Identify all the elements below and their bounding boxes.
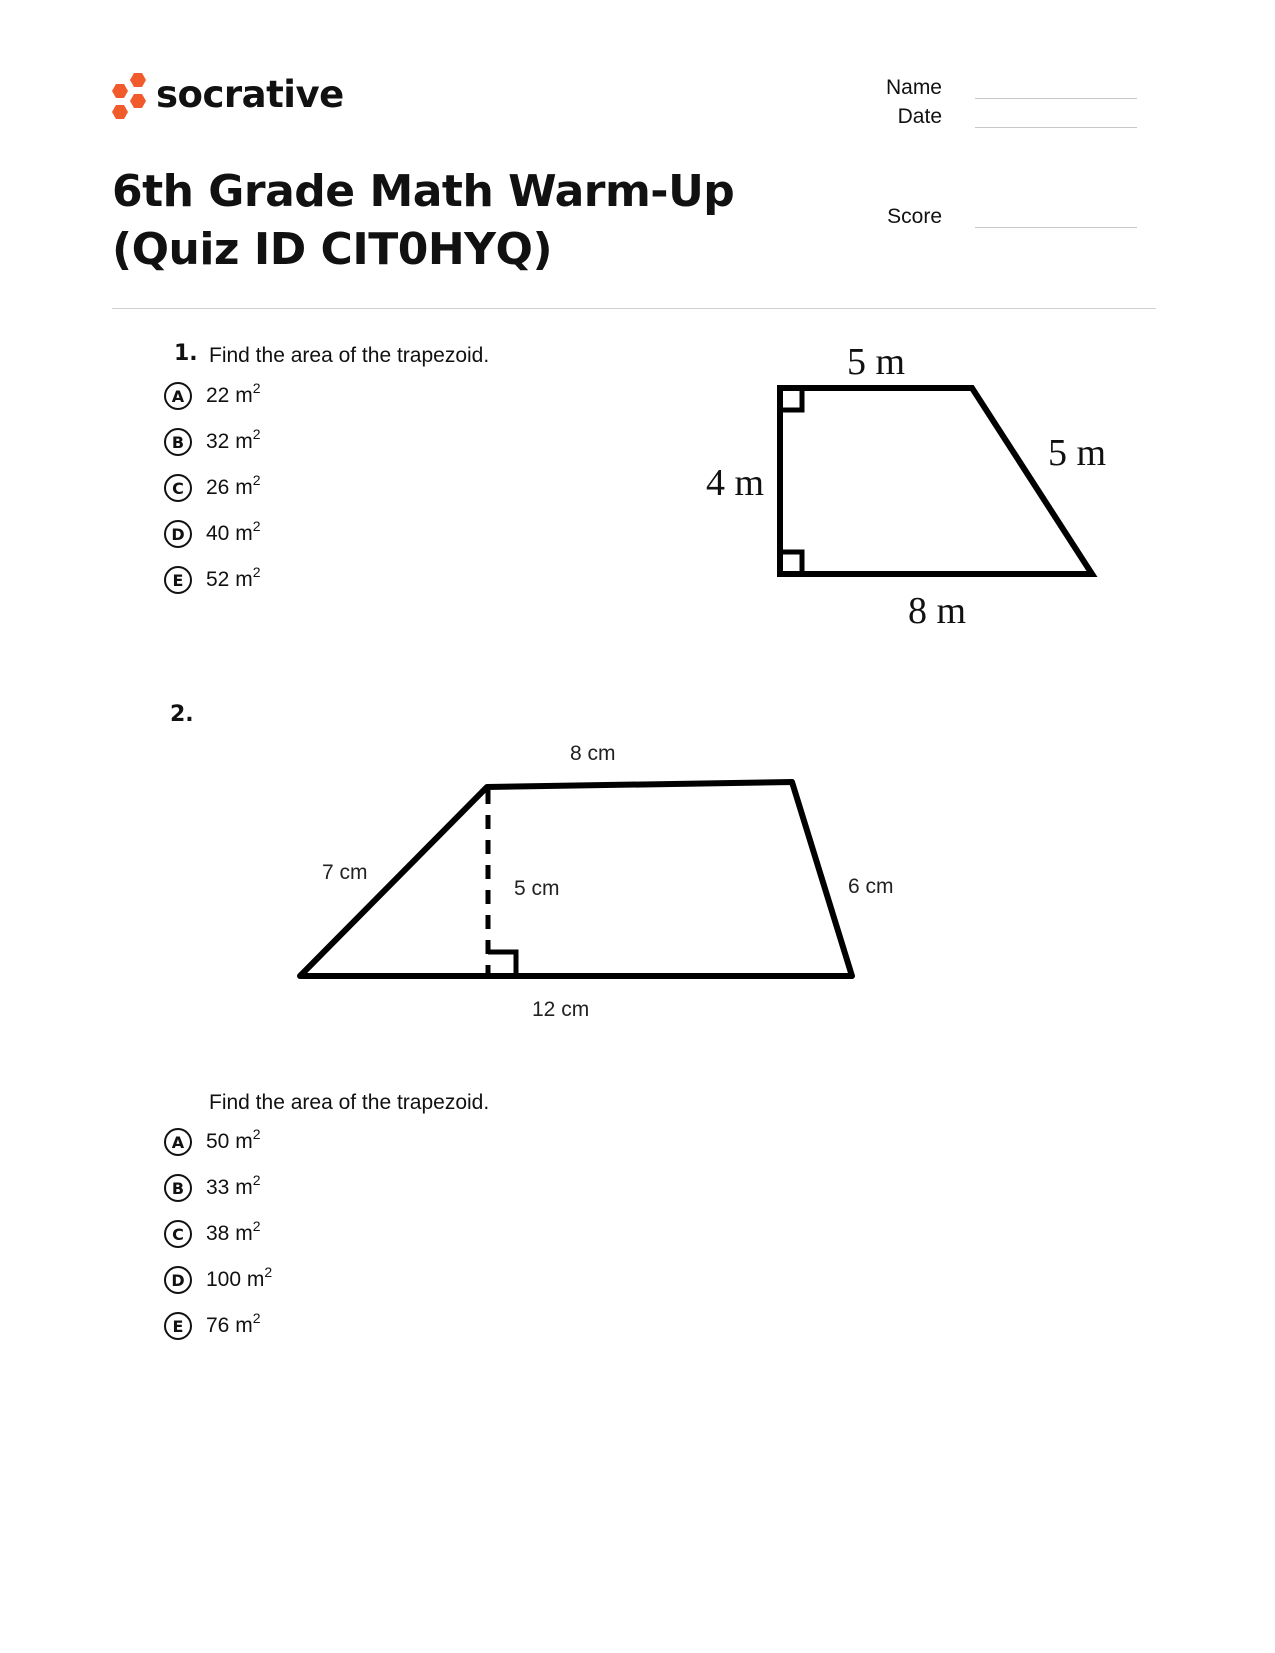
score-label: Score [887, 205, 942, 228]
figure-1-left-label: 4 m [706, 462, 765, 504]
figure-2-height-label: 5 cm [514, 877, 560, 900]
figure-2-left-label: 7 cm [322, 861, 368, 884]
option-e[interactable] [164, 1309, 272, 1343]
option-text: 32 $m^2$ [206, 426, 261, 453]
hexagon-cluster-icon [110, 71, 152, 121]
question-2-number: 2. [170, 702, 194, 727]
option-text: 22 $m^2$ [206, 380, 261, 407]
question-2-text: Find the area of the trapezoid. [209, 1091, 490, 1114]
answer-bubble-d[interactable]: D [164, 1266, 192, 1294]
option-d[interactable] [164, 517, 260, 551]
option-text: 52 $m^2$ [206, 564, 261, 591]
answer-bubble-e[interactable]: E [164, 566, 192, 594]
option-text: 50 $m^2$ [206, 1126, 261, 1153]
date-label: Date [897, 105, 942, 128]
answer-bubble-c[interactable]: C [164, 1220, 192, 1248]
name-field[interactable] [975, 98, 1137, 99]
option-b[interactable] [164, 1171, 272, 1205]
figure-2-right-label: 6 cm [848, 875, 894, 898]
score-field[interactable] [975, 227, 1137, 228]
answer-bubble-a[interactable]: A [164, 382, 192, 410]
trapezoid-figure-1 [770, 380, 1110, 580]
answer-bubble-b[interactable]: B [164, 1174, 192, 1202]
option-text: 40 $m^2$ [206, 518, 261, 545]
page-title: 6th Grade Math Warm-Up (Quiz ID CIT0HYQ) [112, 166, 735, 275]
figure-1-right-label: 5 m [1048, 432, 1107, 474]
option-d[interactable] [164, 1263, 272, 1297]
figure-1-bottom-label: 8 m [908, 590, 967, 632]
answer-bubble-d[interactable]: D [164, 520, 192, 548]
answer-bubble-a[interactable]: A [164, 1128, 192, 1156]
option-text: 100 $m^2$ [206, 1264, 273, 1291]
socrative-logo [110, 70, 344, 122]
answer-bubble-e[interactable]: E [164, 1312, 192, 1340]
question-1-text: Find the area of the trapezoid. [209, 344, 490, 367]
option-c[interactable] [164, 1217, 272, 1251]
answer-bubble-b[interactable]: B [164, 428, 192, 456]
figure-1-top-label: 5 m [847, 341, 906, 383]
figure-2-top-label: 8 cm [570, 742, 616, 765]
option-text: 33 $m^2$ [206, 1172, 261, 1199]
option-b[interactable] [164, 425, 260, 459]
question-1-options [164, 379, 260, 609]
option-a[interactable] [164, 1125, 272, 1159]
option-a[interactable] [164, 379, 260, 413]
option-c[interactable] [164, 471, 260, 505]
question-2-options [164, 1125, 272, 1355]
option-text: 26 $m^2$ [206, 472, 261, 499]
option-e[interactable] [164, 563, 260, 597]
figure-2-bottom-label: 12 cm [532, 998, 590, 1021]
answer-bubble-c[interactable]: C [164, 474, 192, 502]
option-text: 38 $m^2$ [206, 1218, 261, 1245]
name-label: Name [885, 76, 942, 99]
option-text: 76 $m^2$ [206, 1310, 261, 1337]
trapezoid-figure-2 [290, 770, 870, 990]
header-divider [112, 308, 1156, 309]
question-1-number: 1. [174, 341, 198, 366]
date-field[interactable] [975, 127, 1137, 128]
brand-name: socrative [156, 72, 344, 116]
